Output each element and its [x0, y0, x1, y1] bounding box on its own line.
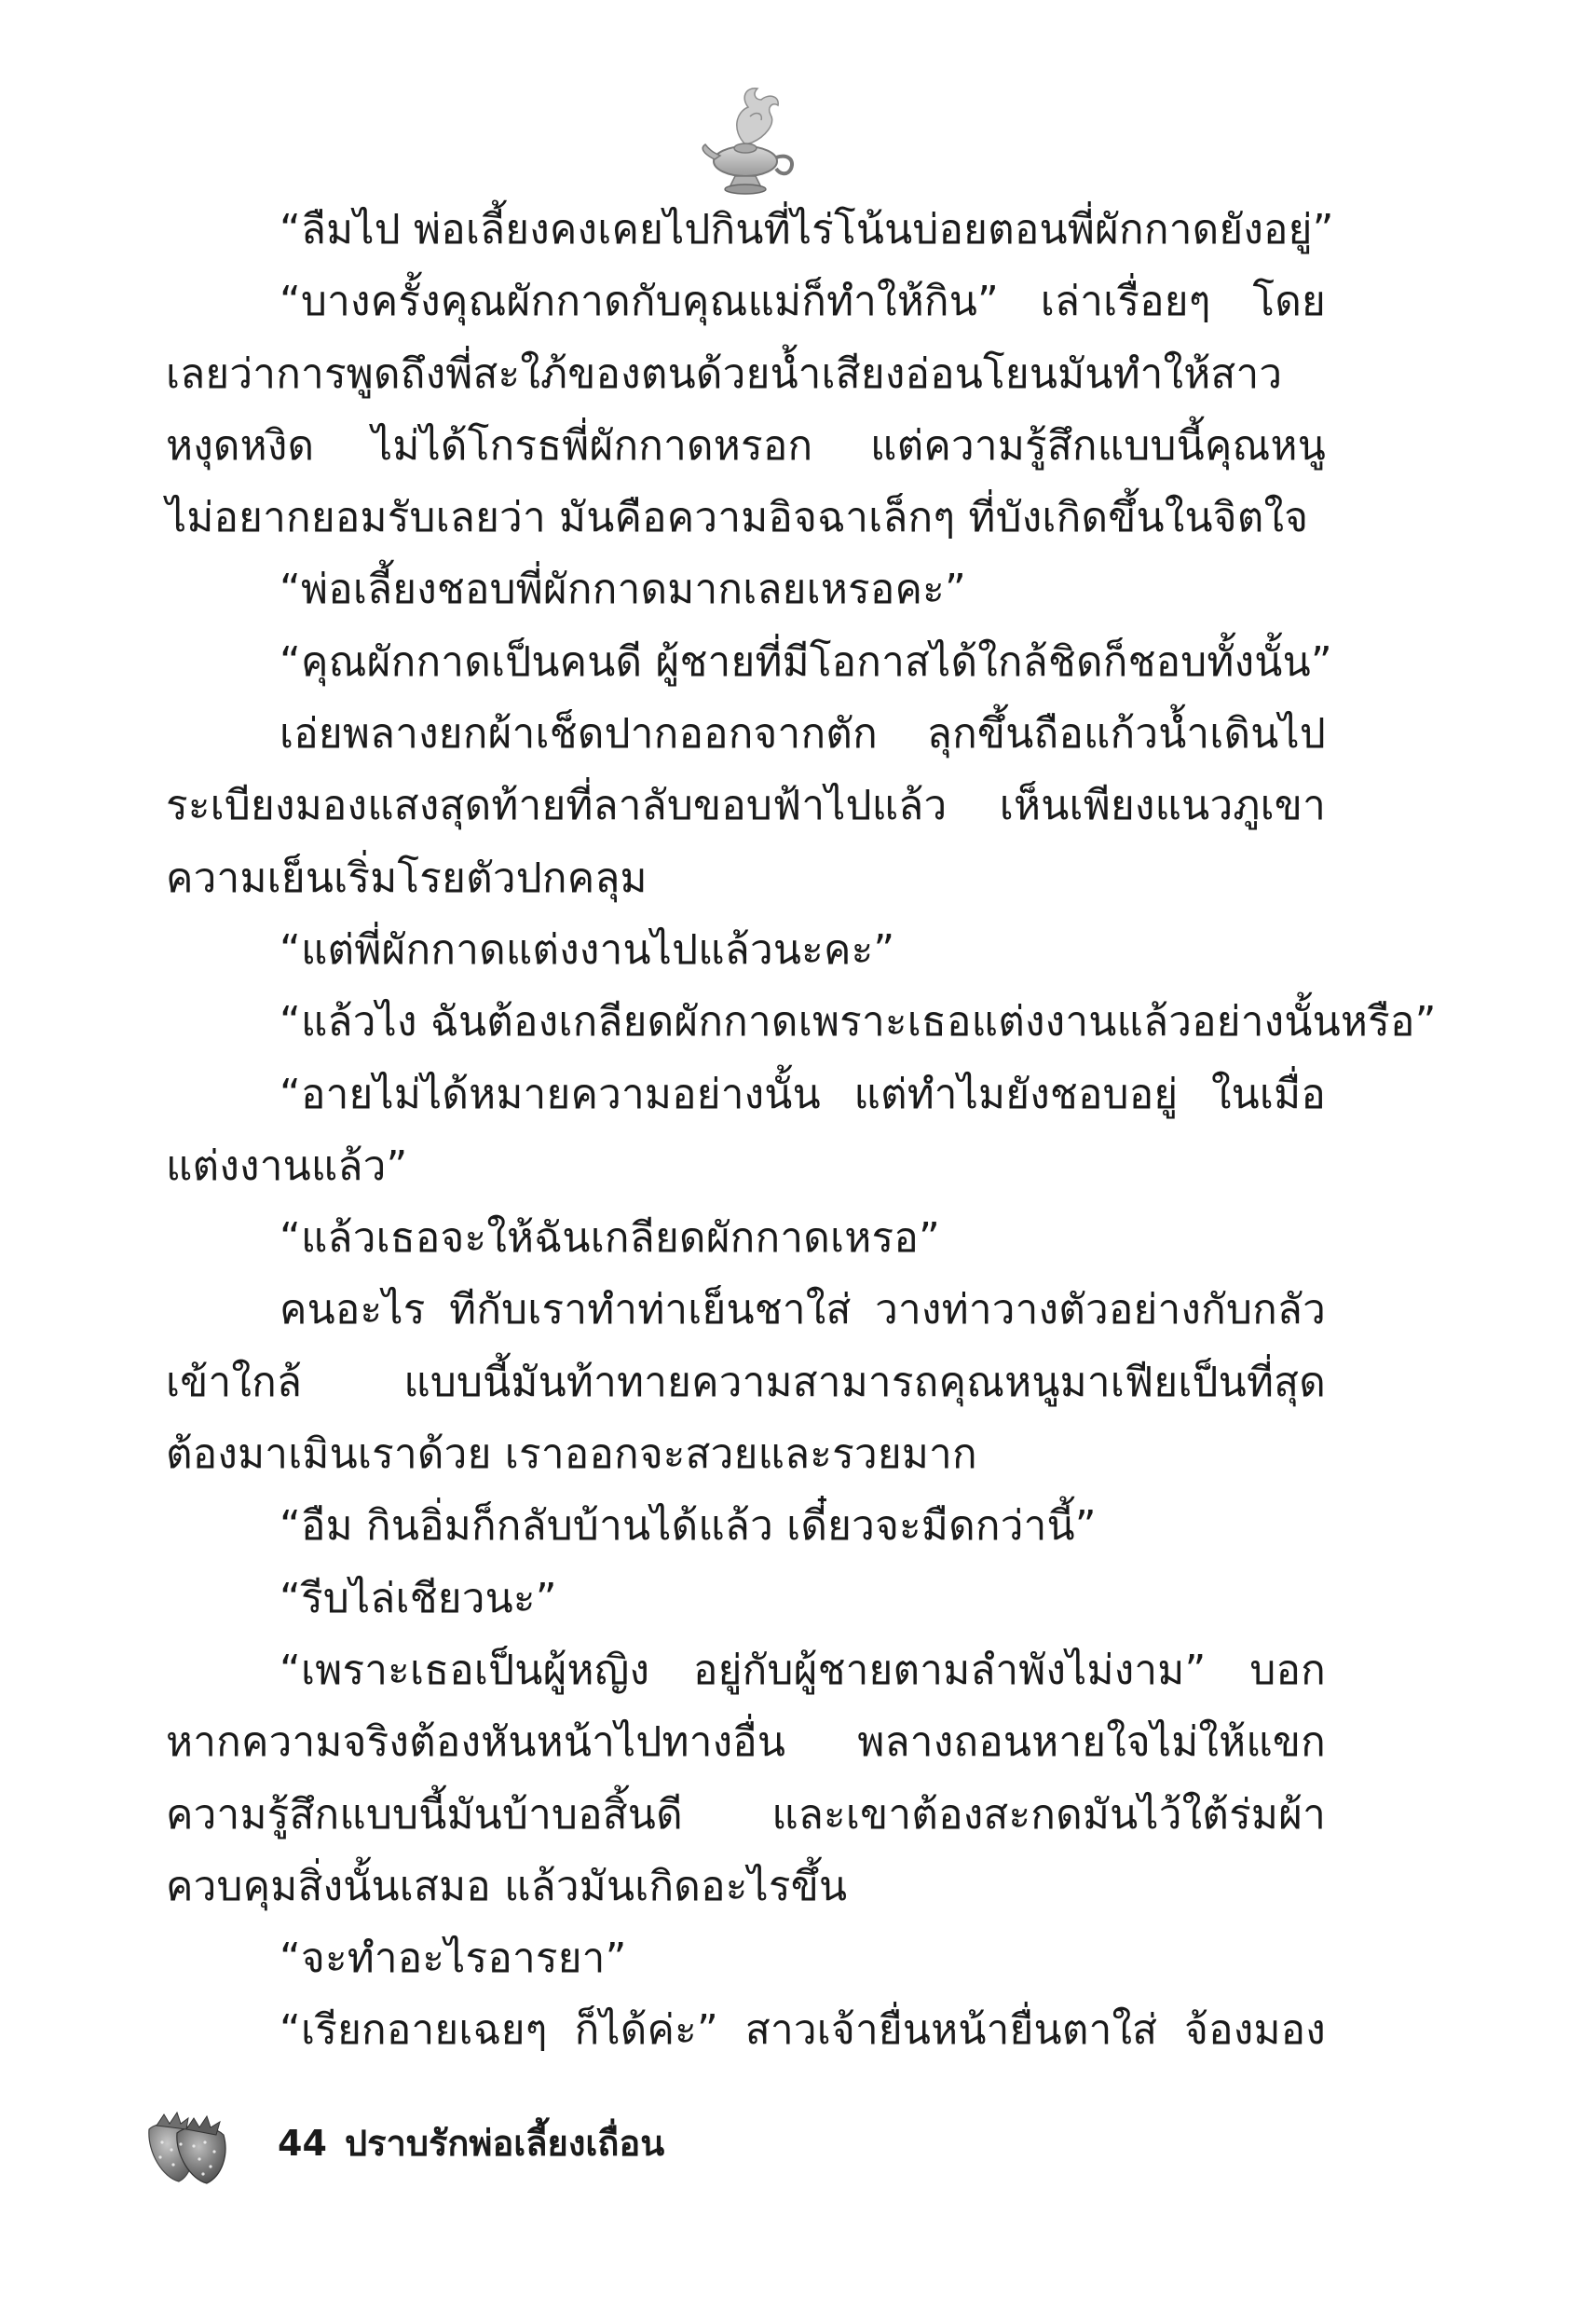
text-line: หากความจริงต้องหันหน้าไปทางอื่น พลางถอนหายใจไม่ให้แขก	[166, 1718, 1326, 1767]
text-line: ระเบียงมองแสงสุดท้ายที่ลาลับขอบฟ้าไปแล้ว เห็นเพียงแนวภูเขา	[166, 782, 1326, 830]
text-line: คนอะไร ทีกับเราทำท่าเย็นชาใส่ วางท่าวางตัวอย่างกับกลัว	[280, 1286, 1326, 1334]
strawberries-icon	[140, 2101, 233, 2187]
text-line: “รีบไล่เชียวนะ”	[280, 1574, 557, 1622]
text-line: ต้องมาเมินเราด้วย เราออกจะสวยและรวยมาก	[166, 1430, 977, 1479]
text-line: “พ่อเลี้ยงชอบพี่ผักกาดมากเลยเหรอคะ”	[280, 566, 966, 614]
genie-lamp-icon	[694, 79, 801, 200]
text-line: หงุดหงิด ไม่ได้โกรธพี่ผักกาดหรอก แต่ความรู้สึกแบบนี้คุณหนู	[166, 421, 1326, 470]
text-line: “ลืมไป พ่อเลี้ยงคงเคยไปกินที่ไร่โน้นบ่อยตอนพี่ผักกาดยังอยู่”	[280, 206, 1334, 253]
text-line: เลยว่าการพูดถึงพี่สะใภ้ของตนด้วยน้ำเสียงอ่อนโยนมันทำให้สาว	[166, 349, 1283, 398]
text-line: “แล้วเธอจะให้ฉันเกลียดผักกาดเหรอ”	[280, 1214, 940, 1263]
text-line: “อายไม่ได้หมายความอย่างนั้น แต่ทำไมยังชอบอยู่ ในเมื่อ	[280, 1070, 1326, 1118]
text-line: ความรู้สึกแบบนี้มันบ้าบอสิ้นดี และเขาต้องสะกดมันไว้ใต้ร่มผ้า	[166, 1790, 1326, 1839]
text-line: เอ่ยพลางยกผ้าเช็ดปากออกจากตัก ลุกขึ้นถือแก้วน้ำเดินไป	[280, 710, 1326, 759]
text-line: “แล้วไง ฉันต้องเกลียดผักกาดเพราะเธอแต่งงานแล้วอย่างนั้นหรือ”	[280, 998, 1437, 1046]
text-line: “บางครั้งคุณผักกาดกับคุณแม่ก็ทำให้กิน” เล่าเรื่อยๆ โดย	[280, 278, 1326, 326]
text-line: “คุณผักกาดเป็นคนดี ผู้ชายที่มีโอกาสได้ใกล้ชิดก็ชอบทั้งนั้น”	[280, 637, 1332, 686]
text-line: “เพราะเธอเป็นผู้หญิง อยู่กับผู้ชายตามลำพังไม่งาม” บอก	[280, 1646, 1326, 1694]
text-line: แต่งงานแล้ว”	[166, 1142, 408, 1190]
text-line: ความเย็นเริ่มโรยตัวปกคลุม	[166, 854, 648, 902]
text-line: ควบคุมสิ่งนั้นเสมอ แล้วมันเกิดอะไรขึ้น	[166, 1862, 848, 1910]
text-line: เข้าใกล้ แบบนี้มันท้าทายความสามารถคุณหนูมาเฟียเป็นที่สุด	[166, 1358, 1326, 1406]
text-line: “อืม กินอิ่มก็กลับบ้านได้แล้ว เดี๋ยวจะมืดกว่านี้”	[280, 1502, 1097, 1551]
text-line: “แต่พี่ผักกาดแต่งงานไปแล้วนะคะ”	[280, 925, 895, 974]
text-line: “จะทำอะไรอารยา”	[280, 1935, 627, 1983]
book-title: ปราบรักพ่อเลี้ยงเถื่อน	[345, 2123, 665, 2164]
text-line: ไม่อยากยอมรับเลยว่า มันคือความอิจฉาเล็กๆ ที่บังเกิดขึ้นในจิตใจ	[166, 494, 1309, 542]
body-text	[166, 194, 1437, 2067]
page-number: 44	[278, 2123, 327, 2164]
page-footer	[140, 2101, 978, 2185]
text-line: “เรียกอายเฉยๆ ก็ได้ค่ะ” สาวเจ้ายื่นหน้ายื่นตาใส่ จ้องมอง	[280, 2006, 1326, 2055]
